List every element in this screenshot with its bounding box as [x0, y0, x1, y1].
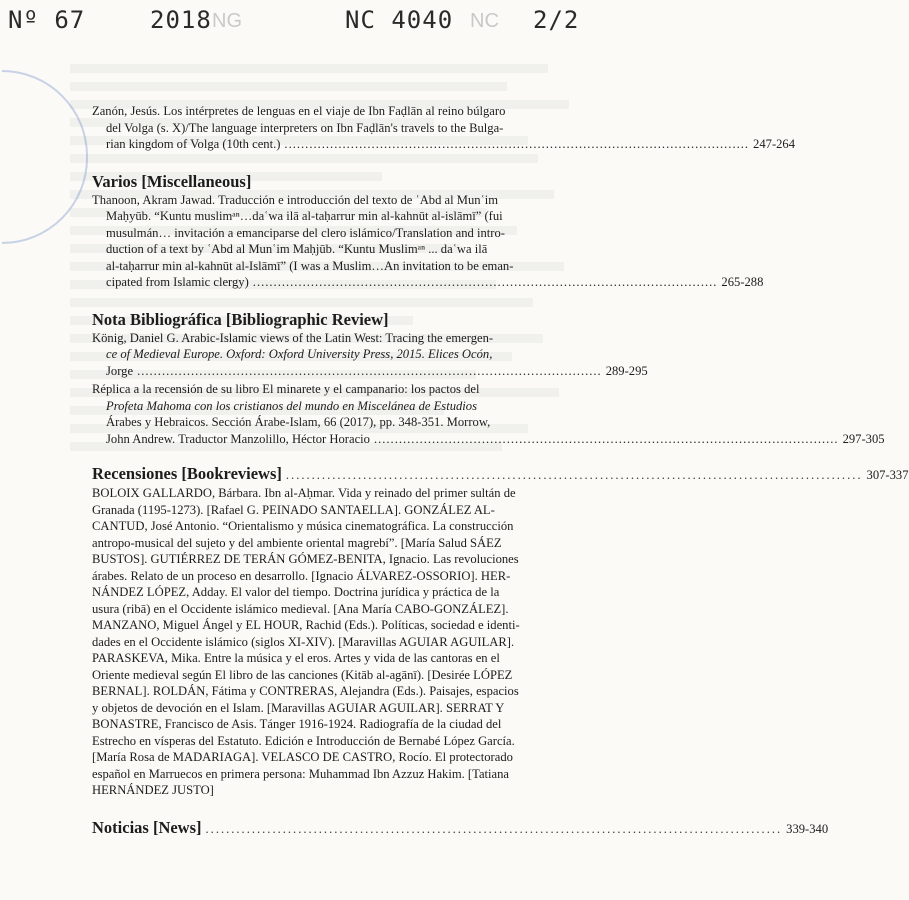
entry-page-line [92, 363, 648, 380]
entry-line: rian kingdom of Volga (10th cent.) [106, 137, 281, 151]
section-varios [92, 171, 764, 291]
entry-line: ce of Medieval Europe. Oxford: Oxford University Press, 2015. Elices Ocón, [106, 347, 493, 361]
section-noticias [92, 817, 829, 839]
entry-line: Profeta Mahoma con los cristianos del mundo en Miscelánea de Estudios [106, 398, 477, 413]
entry-page-line [92, 274, 764, 291]
review-line: MANZANO, Miguel Ángel y EL HOUR, Rachid (Eds.). Políticas, sociedad e identi- [92, 618, 520, 632]
entry-line: Zanón, Jesús. Los intérpretes de lenguas en el viaje de Ibn Faḍlān al reino búlgaro [92, 104, 506, 118]
entry-line: Thanoon, Akram Jawad. Traducción e introducción del texto de ʿAbd al Munʿim [92, 192, 499, 207]
review-line: CANTUD, José Antonio. “Orientalismo y música cinematográfica. La construcción [92, 519, 514, 533]
section-heading: Recensiones [Bookreviews] ................................................................................................................ 307-337 [92, 464, 909, 483]
toc-entry-zanon [92, 103, 796, 153]
page-range: 339-340 [786, 821, 829, 836]
dot-leader: ................................................................................................................ [284, 137, 750, 151]
section-heading: Nota Bibliográfica [Bibliographic Review] [92, 309, 389, 329]
page-range: 297-305 [842, 431, 885, 446]
handwritten-year: 2018 [150, 6, 212, 34]
table-of-contents [92, 103, 909, 839]
page-range: 247-264 [753, 137, 796, 151]
dot-leader: ................................................................................................................ [373, 431, 839, 446]
faint-running-head: NG [212, 10, 242, 32]
entry-line: duction of a text by ʿAbd al Munʿim Maḥjūb. “Kuntu Muslimᵃⁿ ... daʿwa ilā [106, 242, 488, 256]
toc-entry-replica [92, 381, 885, 447]
dot-leader: ................................................................................................................ [285, 468, 863, 482]
section-heading: Noticias [News] ................................................................................................................ 339-340 [92, 817, 829, 837]
entry-line: al-taḥarrur min al-kahnūt al-Islāmī” (I was a Muslim…An invitation to be eman- [106, 258, 514, 273]
entry-line: musulmán… invitación a emanciparse del clero islámico/Translation and intro- [106, 225, 505, 240]
handwritten-fraction: 2/2 [533, 6, 580, 34]
toc-entry-konig [92, 330, 648, 380]
dot-leader: ................................................................................................................ [252, 275, 718, 289]
review-line: [María Rosa de MADARIAGA]. VELASCO DE CASTRO, Rocío. El protectorado [92, 750, 513, 764]
entry-line: Jorge [106, 363, 134, 378]
entry-line: König, Daniel G. Arabic-Islamic views of the Latin West: Tracing the emergen- [92, 330, 494, 345]
entry-line: cipated from Islamic clergy) [106, 275, 249, 289]
entry-line: John Andrew. Traductor Manzolillo, Héctor Horacio [106, 431, 370, 446]
entry-line: Árabes y Hebraicos. Sección Árabe-Islam, 66 (2017), pp. 348-351. Morrow, [106, 415, 491, 429]
dot-leader: ................................................................................................................ [205, 821, 783, 836]
faint-running-head-2: NC [470, 10, 499, 32]
toc-entry-thanoon [92, 192, 764, 291]
page-range: 289-295 [605, 363, 648, 378]
page-range: 307-337 [866, 468, 909, 482]
review-line: BOLOIX GALLARDO, Bárbara. Ibn al-Aḥmar. Vida y reinado del primer sultán de [92, 486, 516, 500]
review-line: árabes. Relato de un proceso en desarrollo. [Ignacio ÁLVAREZ-OSSORIO]. HER- [92, 568, 511, 583]
review-line: Oriente medieval según El libro de las canciones (Kitāb al-agānī). [Desirée LÓPEZ [92, 667, 513, 682]
toc-entry-reviews [92, 485, 548, 799]
section-recensiones [92, 464, 909, 799]
section-heading: Varios [Miscellaneous] [92, 171, 252, 191]
review-line: BERNAL]. ROLDÁN, Fátima y CONTRERAS, Alejandra (Eds.). Paisajes, espacios [92, 684, 519, 698]
handwritten-catalog-code: NC 4040 [345, 6, 454, 34]
library-stamp-icon [2, 70, 88, 244]
review-line: dades en el Occidente islámico (siglos XI-XIV). [Maravillas AGUIAR AGUILAR]. [92, 634, 515, 649]
review-line: BUSTOS]. GUTIÉRREZ DE TERÁN GÓMEZ-BENITA, Ignacio. Las revoluciones [92, 552, 519, 566]
section-nota-bibliografica [92, 309, 885, 448]
entry-line: del Volga (s. X)/The language interpreters on Ibn Faḍlān's travels to the Bulga- [106, 120, 504, 135]
entry-line: Réplica a la recensión de su libro El minarete y el campanario: los pactos del [92, 382, 480, 396]
review-line: español en Marruecos en primera persona: Muhammad Ibn Azzuz Hakim. [Tatiana [92, 766, 510, 781]
review-line: antropo-musical del sujeto y del ambiente oriental magrebí”. [María Salud SÁEZ [92, 535, 502, 550]
page-range: 265-288 [721, 275, 764, 289]
review-line: y objetos de devoción en el Islam. [Maravillas AGUIAR AGUILAR]. SERRAT Y [92, 700, 505, 715]
handwritten-number: Nº 67 [8, 6, 86, 34]
review-line: NÁNDEZ LÓPEZ, Adday. El valor del tiempo. Doctrina jurídica y práctica de la [92, 585, 500, 599]
review-line: HERNÁNDEZ JUSTO] [92, 783, 214, 797]
review-line: BONASTRE, Francisco de Asis. Tánger 1916-1924. Radiografía de la ciudad del [92, 717, 502, 731]
entry-line: Maḥyūb. “Kuntu muslimᵃⁿ…daʿwa ilā al-taḥarrur min al-kahnūt al-islāmī” (fui [106, 209, 503, 223]
review-line: Granada (1195-1273). [Rafael G. PEINADO SANTAELLA]. GONZÁLEZ AL- [92, 502, 495, 517]
review-line: Estrecho en vísperas del Estatuto. Edición e Introducción de Bernabé López García. [92, 733, 515, 748]
review-line: PARASKEVA, Mika. Entre la música y el eros. Artes y vida de las cantoras en el [92, 651, 500, 665]
entry-page-line [92, 431, 885, 448]
entry-page-line [92, 136, 796, 153]
review-line: usura (ribā) en el Occidente islámico medieval. [Ana María CABO-GONZÁLEZ]. [92, 601, 509, 616]
dot-leader: ................................................................................................................ [137, 363, 602, 378]
